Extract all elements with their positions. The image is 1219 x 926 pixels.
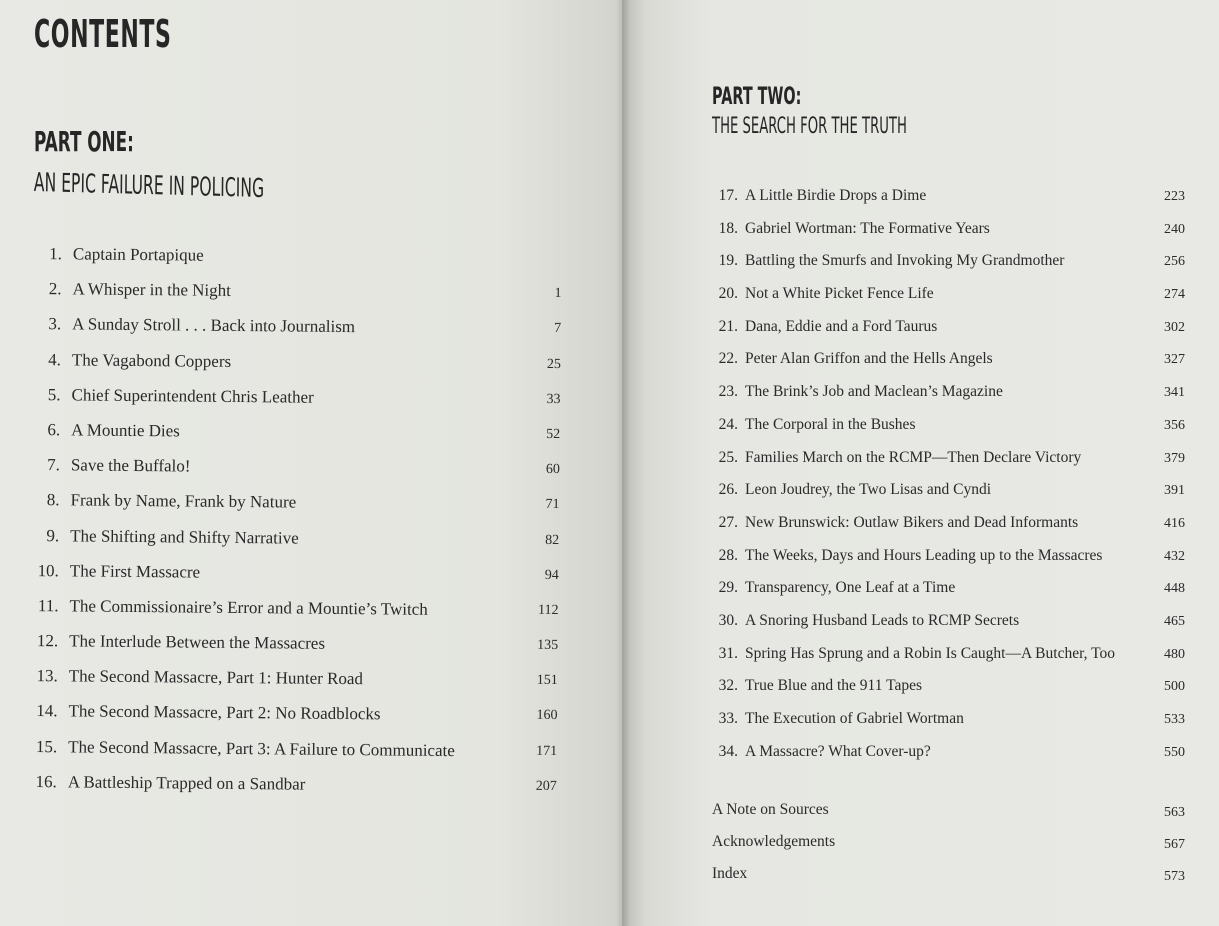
chapter-title: Leon Joudrey, the Two Lisas and Cyndi (745, 481, 992, 499)
toc-entry (708, 481, 1185, 514)
chapter-title: The Second Massacre, Part 2: No Roadblocks (68, 701, 381, 724)
page-number: 573 (1164, 869, 1185, 884)
toc-entry (27, 701, 557, 741)
chapter-number: 1. (49, 244, 62, 264)
toc-entry (712, 801, 1185, 833)
page-number: 480 (1164, 646, 1185, 662)
toc-entry (31, 314, 561, 354)
page-number: 465 (1164, 613, 1185, 629)
page-number: 379 (1164, 450, 1185, 466)
chapter-number: 6. (47, 420, 61, 440)
toc-entry (708, 547, 1185, 580)
chapter-number: 22. (718, 350, 738, 368)
page-number: 33 (546, 391, 561, 407)
toc-entry (712, 833, 1185, 865)
page-number: 327 (1164, 352, 1185, 368)
chapter-number: 28. (718, 546, 738, 564)
page-number: 151 (536, 673, 558, 689)
page-number: 416 (1164, 515, 1185, 531)
chapter-number: 31. (718, 644, 738, 662)
chapter-title: Frank by Name, Frank by Nature (70, 490, 297, 512)
chapter-number: 18. (718, 219, 738, 237)
chapter-number: 24. (718, 415, 738, 433)
toc-entry (708, 383, 1185, 416)
chapter-number: 20. (718, 285, 738, 303)
toc-entry (31, 279, 561, 319)
chapter-number: 32. (718, 677, 738, 695)
page-number: 500 (1164, 679, 1185, 695)
chapter-number: 27. (718, 513, 738, 531)
page-number: 533 (1164, 712, 1185, 727)
page-number: 302 (1164, 319, 1185, 335)
page-number: 52 (546, 426, 561, 443)
chapter-number: 12. (36, 631, 59, 651)
toc-entry (708, 645, 1185, 678)
chapter-number: 30. (718, 611, 738, 629)
chapter-number: 10. (37, 560, 59, 580)
part-one-chapter-list (27, 244, 562, 812)
toc-entry (708, 514, 1185, 547)
chapter-number: 13. (36, 666, 58, 686)
back-matter-title: A Note on Sources (712, 801, 829, 818)
page-number: 7 (554, 321, 562, 337)
chapter-number: 11. (37, 595, 59, 616)
page-number: 160 (536, 708, 558, 724)
toc-entry (708, 187, 1185, 220)
page-number: 60 (545, 462, 560, 478)
page-number: 341 (1164, 385, 1185, 401)
chapter-title: The Interlude Between the Massacres (69, 631, 326, 653)
page-number: 112 (537, 602, 559, 618)
toc-entry (29, 525, 559, 565)
page-number: 94 (544, 567, 559, 583)
toc-entry (708, 252, 1185, 285)
page-number: 135 (537, 637, 559, 654)
right-page (622, 0, 1219, 926)
chapter-title: A Little Birdie Drops a Dime (745, 187, 927, 204)
chapter-number: 8. (46, 490, 60, 510)
chapter-title: A Sunday Stroll . . . Back into Journalism (72, 314, 356, 337)
toc-entry (29, 490, 559, 530)
chapter-number: 7. (47, 455, 60, 475)
chapter-title: The Second Massacre, Part 3: A Failure to Communicate (68, 736, 455, 760)
chapter-title: Not a White Picket Fence Life (745, 285, 934, 303)
chapter-title: The Shifting and Shifty Narrative (70, 525, 299, 548)
chapter-title: Save the Buffalo! (70, 455, 191, 476)
toc-entry (712, 865, 1185, 897)
toc-entry (708, 677, 1185, 710)
chapter-title: Spring Has Sprung and a Robin Is Caught—A Butcher, Too (745, 644, 1115, 662)
page-number: 240 (1164, 221, 1185, 237)
chapter-title: The Execution of Gabriel Wortman (745, 710, 964, 727)
chapter-number: 2. (48, 279, 62, 299)
back-matter-list (712, 801, 1185, 897)
toc-entry (708, 579, 1185, 612)
part-one-label: PART ONE: (34, 125, 134, 158)
toc-entry (30, 455, 560, 495)
chapter-title: New Brunswick: Outlaw Bikers and Dead Informants (745, 513, 1079, 531)
chapter-title: Battling the Smurfs and Invoking My Grandmother (745, 252, 1065, 270)
back-matter-title: Index (712, 865, 748, 882)
page-number: 567 (1164, 837, 1185, 852)
chapter-title: Gabriel Wortman: The Formative Years (745, 219, 990, 237)
chapter-title: Families March on the RCMP—Then Declare Victory (745, 448, 1082, 466)
chapter-title: A Snoring Husband Leads to RCMP Secrets (745, 611, 1020, 629)
toc-entry (30, 385, 560, 425)
page-number: 82 (545, 532, 560, 548)
page-number: 171 (536, 743, 558, 759)
part-two-label: PART TWO: (712, 82, 802, 110)
toc-entry (708, 449, 1185, 482)
toc-entry (28, 596, 558, 636)
chapter-title: A Whisper in the Night (72, 279, 231, 301)
toc-entry (28, 631, 558, 671)
chapter-number: 15. (35, 736, 58, 756)
chapter-title: A Massacre? What Cover-up? (745, 742, 931, 760)
chapter-title: Transparency, One Leaf at a Time (745, 579, 956, 597)
chapter-number: 21. (718, 317, 738, 335)
chapter-number: 33. (718, 710, 738, 727)
chapter-title: A Mountie Dies (71, 420, 180, 441)
page-number: 356 (1164, 417, 1185, 433)
chapter-number: 23. (718, 383, 738, 401)
page-number: 71 (545, 497, 560, 513)
toc-entry (32, 244, 562, 284)
chapter-title: The Weeks, Days and Hours Leading up to the Massacres (745, 546, 1103, 564)
toc-entry (27, 737, 557, 777)
page-number: 448 (1164, 581, 1185, 597)
part-two-chapter-list (708, 187, 1185, 775)
toc-entry (31, 350, 561, 390)
toc-entry (708, 220, 1185, 253)
toc-entry (28, 666, 558, 706)
page-number: 432 (1164, 548, 1185, 564)
chapter-number: 29. (718, 579, 738, 597)
back-matter-title: Acknowledgements (712, 833, 836, 850)
chapter-title: Chief Superintendent Chris Leather (71, 385, 314, 407)
page-number: 25 (546, 356, 561, 372)
toc-entry (708, 350, 1185, 383)
toc-entry (30, 420, 560, 460)
toc-entry (708, 612, 1185, 645)
page-number: 563 (1164, 805, 1185, 820)
toc-entry (29, 561, 559, 601)
chapter-title: Dana, Eddie and a Ford Taurus (745, 317, 938, 335)
chapter-title: The First Massacre (69, 561, 201, 582)
chapter-number: 14. (36, 701, 58, 721)
chapter-title: Captain Portapique (72, 244, 204, 265)
chapter-title: The Corporal in the Bushes (745, 415, 916, 433)
chapter-number: 19. (718, 252, 738, 270)
chapter-number: 5. (47, 384, 61, 405)
chapter-number: 34. (718, 742, 738, 760)
book-gutter (616, 0, 630, 926)
page-number: 207 (535, 778, 557, 794)
page-number: 256 (1164, 254, 1185, 270)
chapter-title: The Commissionaire’s Error and a Mountie’s Twitch (69, 596, 428, 619)
toc-entry (708, 416, 1185, 449)
chapter-number: 4. (48, 349, 61, 369)
contents-heading: CONTENTS (34, 12, 172, 56)
chapter-title: A Battleship Trapped on a Sandbar (67, 772, 306, 794)
page-number: 223 (1164, 189, 1185, 204)
toc-entry (708, 743, 1185, 776)
chapter-title: Peter Alan Griffon and the Hells Angels (745, 350, 993, 368)
chapter-number: 3. (48, 314, 62, 334)
part-one-title: AN EPIC FAILURE IN POLICING (33, 168, 265, 205)
toc-entry (708, 318, 1185, 351)
chapter-title: The Brink’s Job and Maclean’s Magazine (745, 383, 1003, 401)
chapter-title: The Second Massacre, Part 1: Hunter Road (68, 666, 364, 689)
chapter-number: 17. (718, 187, 738, 204)
chapter-title: True Blue and the 911 Tapes (745, 677, 923, 695)
page-number: 1 (554, 286, 562, 302)
toc-entry (708, 710, 1185, 743)
page-number: 274 (1164, 287, 1185, 303)
chapter-title: The Vagabond Coppers (71, 349, 232, 371)
chapter-number: 9. (46, 525, 60, 545)
chapter-number: 16. (35, 771, 57, 792)
toc-entry (708, 285, 1185, 318)
toc-entry (27, 772, 557, 812)
page-number: 391 (1164, 483, 1185, 499)
chapter-number: 26. (718, 481, 738, 499)
part-two-title: THE SEARCH FOR THE TRUTH (712, 114, 907, 139)
chapter-number: 25. (718, 448, 738, 466)
page-number: 550 (1164, 744, 1185, 760)
